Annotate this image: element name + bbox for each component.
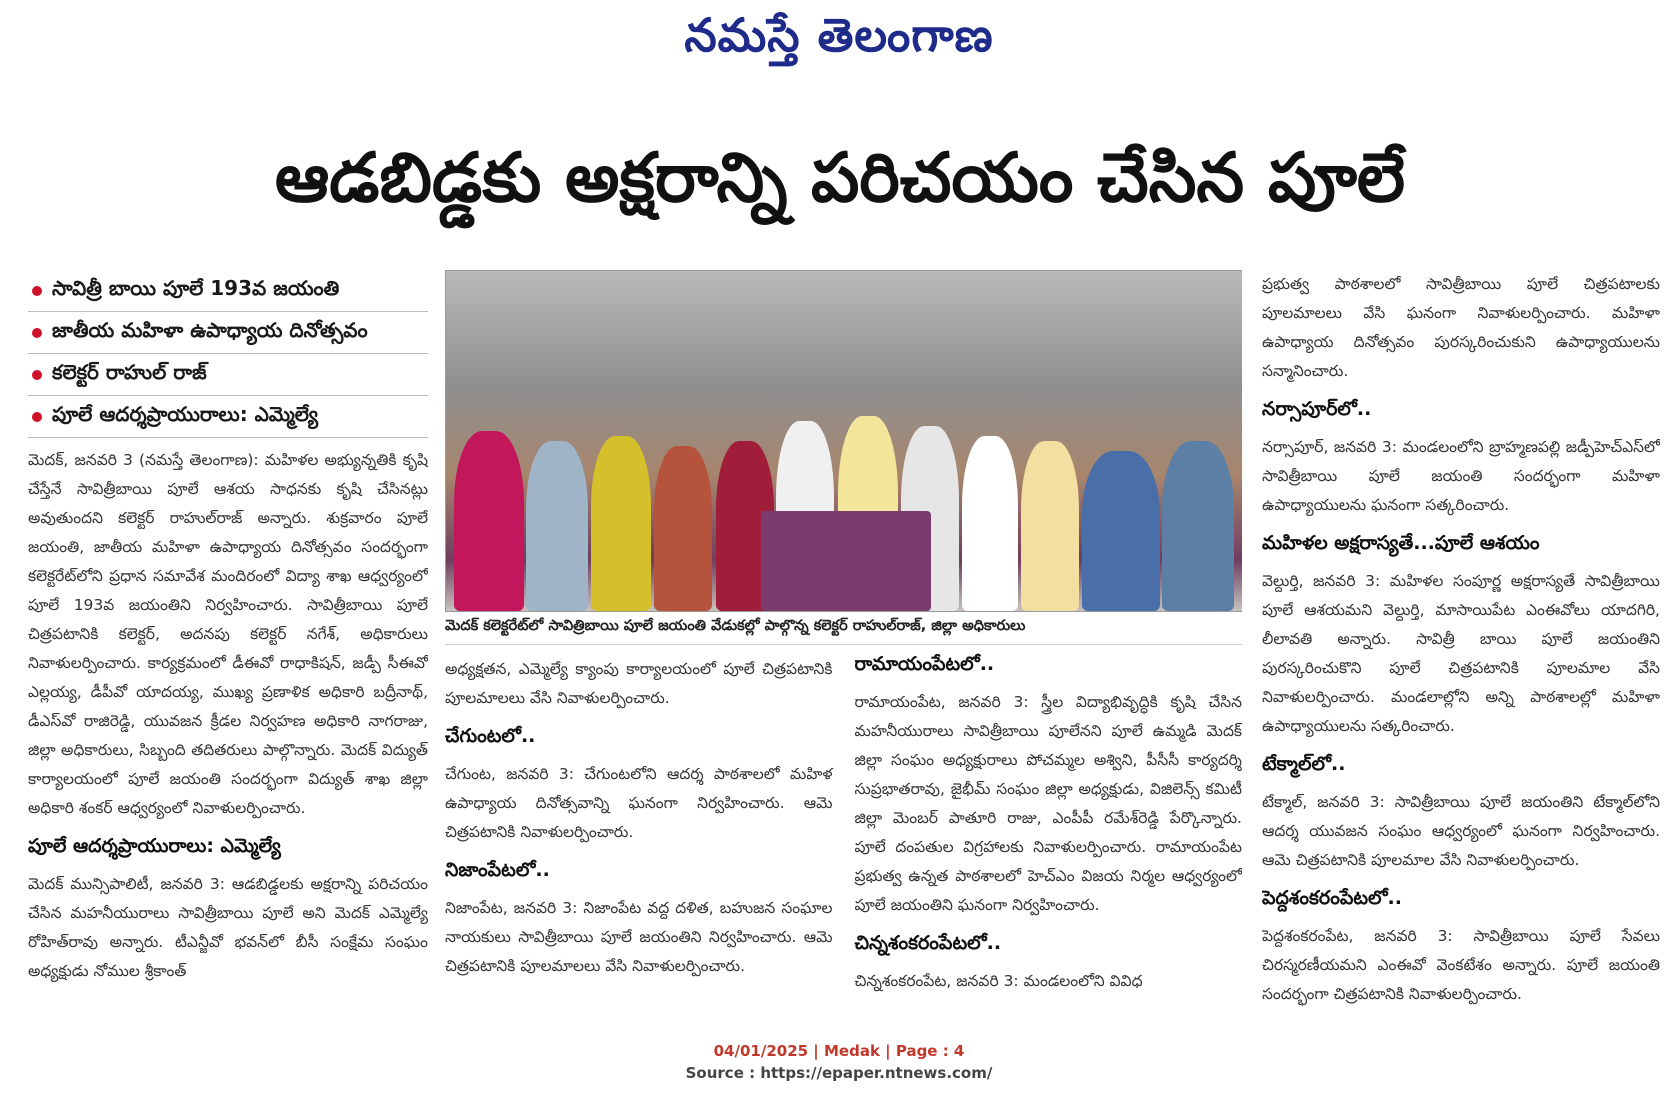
subheading: టేక్మాల్‌లో.. — [1262, 753, 1346, 775]
bullet-dot-icon — [32, 328, 42, 338]
photo-person-shape — [1082, 451, 1160, 611]
subheading: చిన్నశంకరంపేటలో.. — [854, 932, 1002, 954]
subheading: పెద్దశంకరంపేటలో.. — [1262, 887, 1402, 909]
photo-caption: మెదక్ కలెక్టరేట్‌లో సావిత్రిబాయి పూలే జయంతి వేడుకల్లో పాల్గొన్న కలెక్టర్ రాహుల్‌రాజ్, జిల్లా అధికారులు — [445, 612, 1242, 645]
photo-person-shape — [654, 446, 712, 611]
body-paragraph: చేగుంట, జనవరి 3: చేగుంటలోని ఆదర్శ పాఠశాలలో మహిళ ఉపాధ్యాయ దినోత్సవాన్ని ఘనంగా నిర్వహించారు. ఆమె చిత్రపటానికి నివాళులర్పించారు. — [445, 765, 833, 841]
body-paragraph: టేక్మాల్, జనవరి 3: సావిత్రీబాయి పూలే జయంతిని టేక్మాల్‌లోని ఆదర్శ యువజన సంఘం ఆధ్వర్యంలో ఘనంగా నిర్వహించారు. ఆమె చిత్రపటానికి పూలమాల వేసి నివాళులర్పించారు. — [1262, 793, 1660, 869]
article-headline: ఆడబిడ్డకు అక్షరాన్ని పరిచయం చేసిన పూలే — [274, 139, 1406, 218]
column-left — [28, 270, 428, 1030]
subheading: పూలే ఆదర్శప్రాయురాలు: ఎమ్మెల్యే — [28, 835, 281, 857]
body-paragraph: నర్సాపూర్, జనవరి 3: మండలంలోని బ్రాహ్మణపల్లి జడ్పీహెచ్‌ఎస్‌లో సావిత్రీబాయి పూలే జయంతి సందర్భంగా మహిళా ఉపాధ్యాయులను ఘనంగా సత్కరించారు. — [1262, 438, 1660, 514]
body-paragraph: అధ్యక్షతన, ఎమ్మెల్యే క్యాంపు కార్యాలయంలో పూలే చిత్రపటానికి పూలమాలలు వేసి నివాళులర్పించారు. — [445, 660, 833, 707]
highlights-list — [28, 270, 428, 438]
highlight-item: సావిత్రీ బాయి పూలే 193వ జయంతి — [28, 270, 428, 312]
body-paragraph: పెద్దశంకరంపేట, జనవరి 3: సావిత్రీబాయి పూలే సేవలు చిరస్మరణీయమని ఎంఈవో వెంకటేశం అన్నారు. పూలే జయంతి సందర్భంగా చిత్రపటానికి నివాళులర్పించారు. — [1262, 927, 1660, 1003]
highlight-item: పూలే ఆదర్శప్రాయురాలు: ఎమ్మెల్యే — [28, 396, 428, 438]
photo-person-shape — [591, 436, 651, 611]
body-paragraph: నిజాంపేట, జనవరి 3: నిజాంపేట వద్ద దళిత, బహుజన సంఘాల నాయకులు సావిత్రీబాయి పూలే జయంతిని నిర్వహించారు. ఆమె చిత్రపటానికి పూలమాలలు వేసి నివాళులర్పించారు. — [445, 899, 833, 975]
footer-edition-line: 04/01/2025 | Medak | Page : 4 — [713, 1042, 965, 1060]
bullet-dot-icon — [32, 286, 42, 296]
masthead-logo: నమస్తే తెలంగాణ — [684, 8, 994, 62]
photo-person-shape — [454, 431, 524, 611]
photo-table-shape — [761, 511, 931, 611]
body-paragraph: రామాయంపేట, జనవరి 3: స్త్రీల విద్యాభివృద్ధికి కృషి చేసిన మహనీయురాలు సావిత్రీబాయి పూలేనని పూలే ఉమ్మడి మెదక్ జిల్లా సంఘం అధ్యక్షురాలు పోచమ్మల అశ్విని, పీసీసీ కార్యదర్శి సుప్రభాతరావు, జైభీమ్ సంఘం జిల్లా అధ్యక్షుడు, విజిలెన్స్ కమిటీ జిల్లా మెంబర్ పాతూరి రాజు, ఎంపీపీ రమేశ్‌రెడ్డి పేర్కొన్నారు. పూలే దంపతుల విగ్రహాలకు నివాళులర్పించారు. రామాయంపేట ప్రభుత్వ ఉన్నత పాఠశాలలో హెచ్‌ఎం విజయ నిర్మల ఆధ్వర్యంలో పూలే జయంతిని ఘనంగా నిర్వహించారు. — [854, 693, 1242, 914]
body-paragraph: చిన్నశంకరంపేట, జనవరి 3: మండలంలోని వివిధ — [854, 972, 1143, 990]
subheading: నర్సాపూర్‌లో.. — [1262, 398, 1372, 420]
event-photo — [445, 270, 1242, 612]
bullet-dot-icon — [32, 412, 42, 422]
highlight-item: కలెక్టర్ రాహుల్ రాజ్ — [28, 354, 428, 396]
photo-person-shape — [962, 436, 1018, 611]
center-subcolumns — [445, 647, 1242, 996]
subheading: మహిళల అక్షరాస్యతే...పూలే ఆశయం — [1262, 532, 1540, 554]
photo-person-shape — [1021, 441, 1079, 611]
subheading: నిజాంపేటలో.. — [445, 859, 550, 881]
subheading: రామాయంపేటలో.. — [854, 653, 995, 675]
body-paragraph: మెదక్ మున్సిపాలిటీ, జనవరి 3: ఆడబిడ్డలకు అక్షరాన్ని పరిచయం చేసిన మహనీయురాలు సావిత్రీబాయి పూలే అని మెదక్ ఎమ్మెల్యే రోహిత్‌రావు అన్నారు. టీఎన్జీవో భవన్‌లో బీసీ సంక్షేమ సంఘం అధ్యక్షుడు నోముల శ్రీకాంత్ — [28, 875, 428, 980]
column-right — [1262, 270, 1660, 1030]
body-paragraph: వెల్దుర్తి, జనవరి 3: మహిళల సంపూర్ణ అక్షరాస్యతే సావిత్రీబాయి పూలే ఆశయమని వెల్దుర్తి, మాసాయిపేట ఎంఈవోలు యాదగిరి, లీలావతి అన్నారు. సావిత్రీ బాయి పూలే జయంతిని పురస్కరించుకొని పూలే చిత్రపటానికి పూలమాల వేసి నివాళులర్పించారు. మండలాల్లోని అన్ని పాఠశాలల్లో మహిళా ఉపాధ్యాయులను సత్కరించారు. — [1262, 572, 1660, 735]
body-paragraph: ప్రభుత్వ పాఠశాలలో సావిత్రీబాయి పూలే చిత్రపటాలకు పూలమాలలు వేసి ఘనంగా నివాళులర్పించారు. మహిళా ఉపాధ్యాయ దినోత్సవం పురస్కరించుకుని ఉపాధ్యాయులను సన్మానించారు. — [1262, 275, 1660, 380]
photo-people-group — [446, 391, 1242, 611]
center-subcolumn-left — [445, 647, 833, 996]
subheading: చేగుంటలో.. — [445, 725, 536, 747]
bullet-dot-icon — [32, 370, 42, 380]
photo-person-shape — [1162, 441, 1234, 611]
footer-source-line: Source : https://epaper.ntnews.com/ — [685, 1064, 993, 1082]
photo-person-shape — [526, 441, 588, 611]
center-subcolumn-right — [855, 647, 1243, 996]
page-footer — [0, 1040, 1678, 1084]
body-paragraph: మెదక్, జనవరి 3 (నమస్తే తెలంగాణ): మహిళల అభ్యున్నతికి కృషి చేస్తేనే సావిత్రీబాయి పూలే ఆశయ సాధనకు కృషి చేసినట్లు అవుతుందని కలెక్టర్ రాహుల్‌రాజ్ అన్నారు. శుక్రవారం పూలే జయంతి, జాతీయ మహిళా ఉపాధ్యాయ దినోత్సవం సందర్భంగా కలెక్టరేట్‌లోని ప్రధాన సమావేశ మందిరంలో విద్యా శాఖ ఆధ్వర్యంలో పూలే 193వ జయంతిని నిర్వహించారు. సావిత్రీబాయి పూలే చిత్రపటానికి కలెక్టర్, అదనపు కలెక్టర్ నగేశ్, అధికారులు నివాళులర్పించారు. కార్యక్రమంలో డీఈవో రాధాకిషన్, జడ్పీ సీఈవో ఎల్లయ్య, డీపీవో యాదయ్య, ముఖ్య ప్రణాళిక అధికారి బద్రీనాథ్, డీఎస్‌వో రాజిరెడ్డి, యువజన క్రీడల నిర్వహణ అధికారి నాగరాజు, జిల్లా అధికారులు, సిబ్బంది తదితరులు పాల్గొన్నారు. మెదక్ విద్యుత్ కార్యాలయంలో పూలే జయంతి సందర్భంగా విద్యుత్ శాఖ జిల్లా అధికారి శంకర్ ఆధ్వర్యంలో నివాళులర్పించారు. — [28, 451, 428, 817]
column-center — [445, 270, 1242, 1030]
highlight-item: జాతీయ మహిళా ఉపాధ్యాయ దినోత్సవం — [28, 312, 428, 354]
